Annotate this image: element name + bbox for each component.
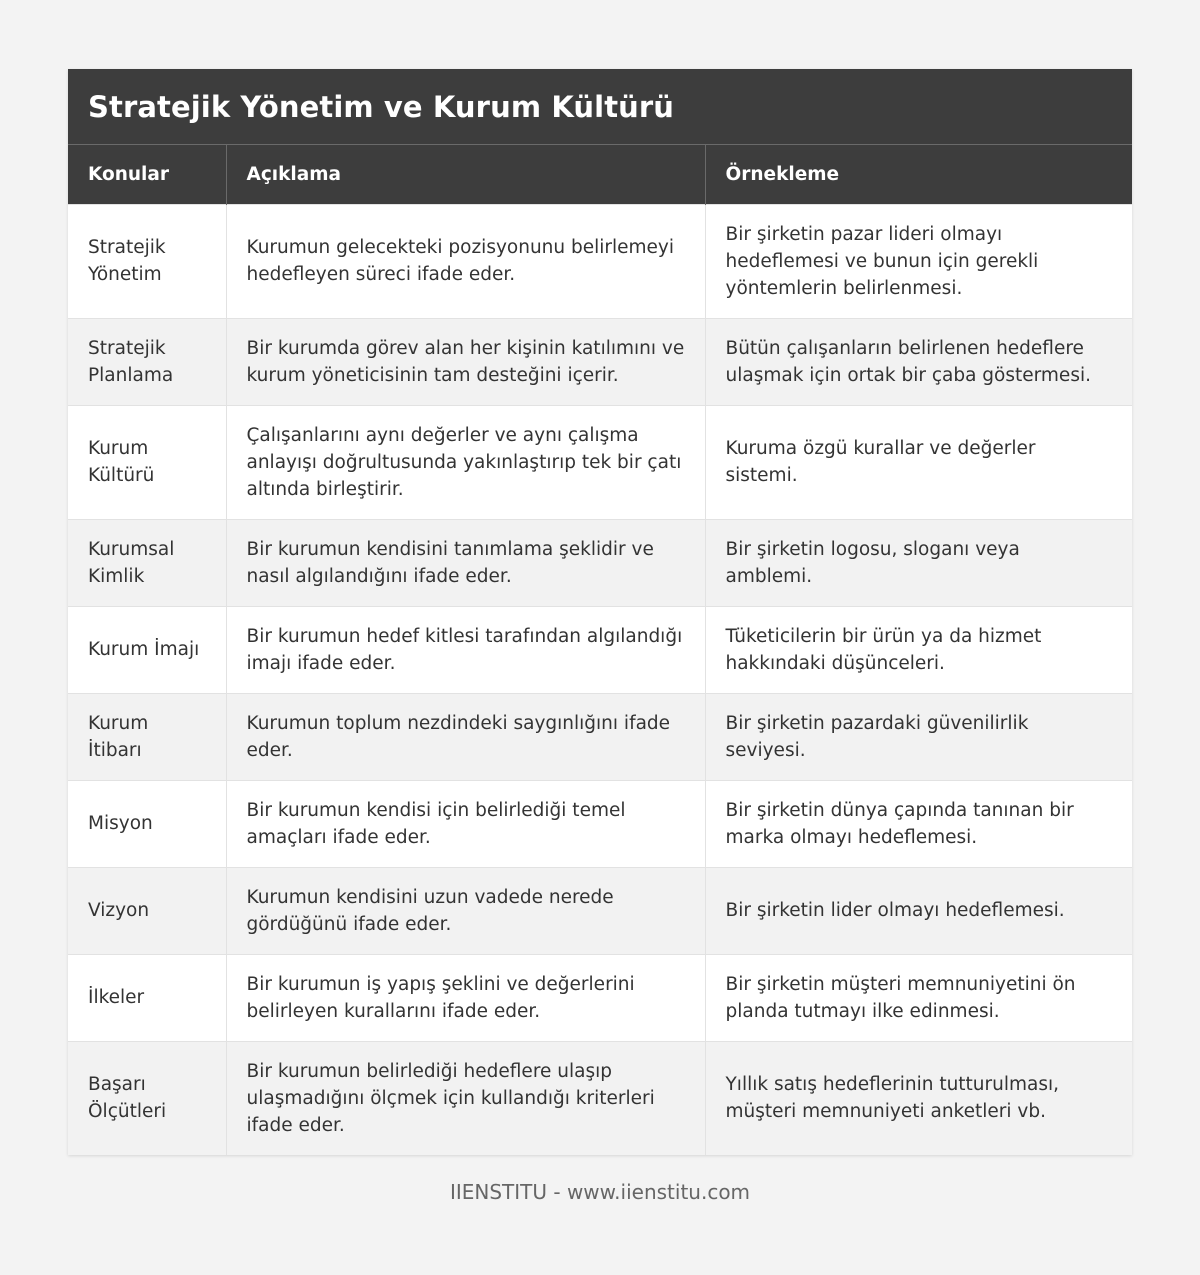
- data-table: [68, 145, 1132, 1155]
- table-row: [68, 318, 1132, 405]
- table-title: Stratejik Yönetim ve Kurum Kültürü: [88, 89, 675, 124]
- cell-description: Kurumun toplum nezdindeki saygınlığını ifade eder.: [226, 693, 705, 780]
- cell-example: Bir şirketin pazardaki güvenilirlik seviyesi.: [705, 693, 1132, 780]
- column-header-konular: Konular: [68, 145, 226, 204]
- cell-topic: Kurum Kültürü: [68, 405, 226, 519]
- title-bar: [68, 69, 1132, 145]
- table-row: [68, 954, 1132, 1041]
- footer-credit: IIENSTITU - www.iienstitu.com: [449, 1180, 751, 1204]
- cell-example: Bir şirketin lider olmayı hedeflemesi.: [705, 867, 1132, 954]
- cell-topic: Kurumsal Kimlik: [68, 519, 226, 606]
- cell-topic: Vizyon: [68, 867, 226, 954]
- cell-description: Çalışanlarını aynı değerler ve aynı çalışma anlayışı doğrultusunda yakınlaştırıp tek bir çatı altında birleştirir.: [226, 405, 705, 519]
- table-row: [68, 606, 1132, 693]
- cell-description: Bir kurumun kendisini tanımlama şeklidir ve nasıl algılandığını ifade eder.: [226, 519, 705, 606]
- header-row: [68, 145, 1132, 204]
- table-row: [68, 867, 1132, 954]
- cell-example: Bir şirketin pazar lideri olmayı hedeflemesi ve bunun için gerekli yöntemlerin belirlenmesi.: [705, 204, 1132, 318]
- cell-topic: Misyon: [68, 780, 226, 867]
- cell-example: Yıllık satış hedeflerinin tutturulması, müşteri memnuniyeti anketleri vb.: [705, 1041, 1132, 1155]
- cell-topic: Kurum İmajı: [68, 606, 226, 693]
- cell-example: Tüketicilerin bir ürün ya da hizmet hakkındaki düşünceleri.: [705, 606, 1132, 693]
- table-row: [68, 405, 1132, 519]
- cell-example: Bütün çalışanların belirlenen hedeflere ulaşmak için ortak bir çaba göstermesi.: [705, 318, 1132, 405]
- table-row: [68, 780, 1132, 867]
- cell-description: Kurumun kendisini uzun vadede nerede gördüğünü ifade eder.: [226, 867, 705, 954]
- column-header-ornekleme: Örnekleme: [705, 145, 1132, 204]
- cell-description: Bir kurumun iş yapış şeklini ve değerlerini belirleyen kurallarını ifade eder.: [226, 954, 705, 1041]
- cell-example: Bir şirketin logosu, sloganı veya amblemi.: [705, 519, 1132, 606]
- table-row: [68, 204, 1132, 318]
- table-row: [68, 1041, 1132, 1155]
- cell-topic: Kurum İtibarı: [68, 693, 226, 780]
- cell-topic: Stratejik Planlama: [68, 318, 226, 405]
- table-row: [68, 693, 1132, 780]
- cell-topic: Başarı Ölçütleri: [68, 1041, 226, 1155]
- table-row: [68, 519, 1132, 606]
- column-header-aciklama: Açıklama: [226, 145, 705, 204]
- cell-example: Bir şirketin müşteri memnuniyetini ön planda tutmayı ilke edinmesi.: [705, 954, 1132, 1041]
- cell-topic: Stratejik Yönetim: [68, 204, 226, 318]
- cell-description: Bir kurumun hedef kitlesi tarafından algılandığı imajı ifade eder.: [226, 606, 705, 693]
- cell-description: Bir kurumda görev alan her kişinin katılımını ve kurum yöneticisinin tam desteğini içerir.: [226, 318, 705, 405]
- cell-description: Bir kurumun belirlediği hedeflere ulaşıp ulaşmadığını ölçmek için kullandığı kriterleri ifade eder.: [226, 1041, 705, 1155]
- table-card: [68, 69, 1132, 1155]
- cell-description: Kurumun gelecekteki pozisyonunu belirlemeyi hedefleyen süreci ifade eder.: [226, 204, 705, 318]
- cell-example: Bir şirketin dünya çapında tanınan bir marka olmayı hedeflemesi.: [705, 780, 1132, 867]
- cell-example: Kuruma özgü kurallar ve değerler sistemi.: [705, 405, 1132, 519]
- cell-topic: İlkeler: [68, 954, 226, 1041]
- cell-description: Bir kurumun kendisi için belirlediği temel amaçları ifade eder.: [226, 780, 705, 867]
